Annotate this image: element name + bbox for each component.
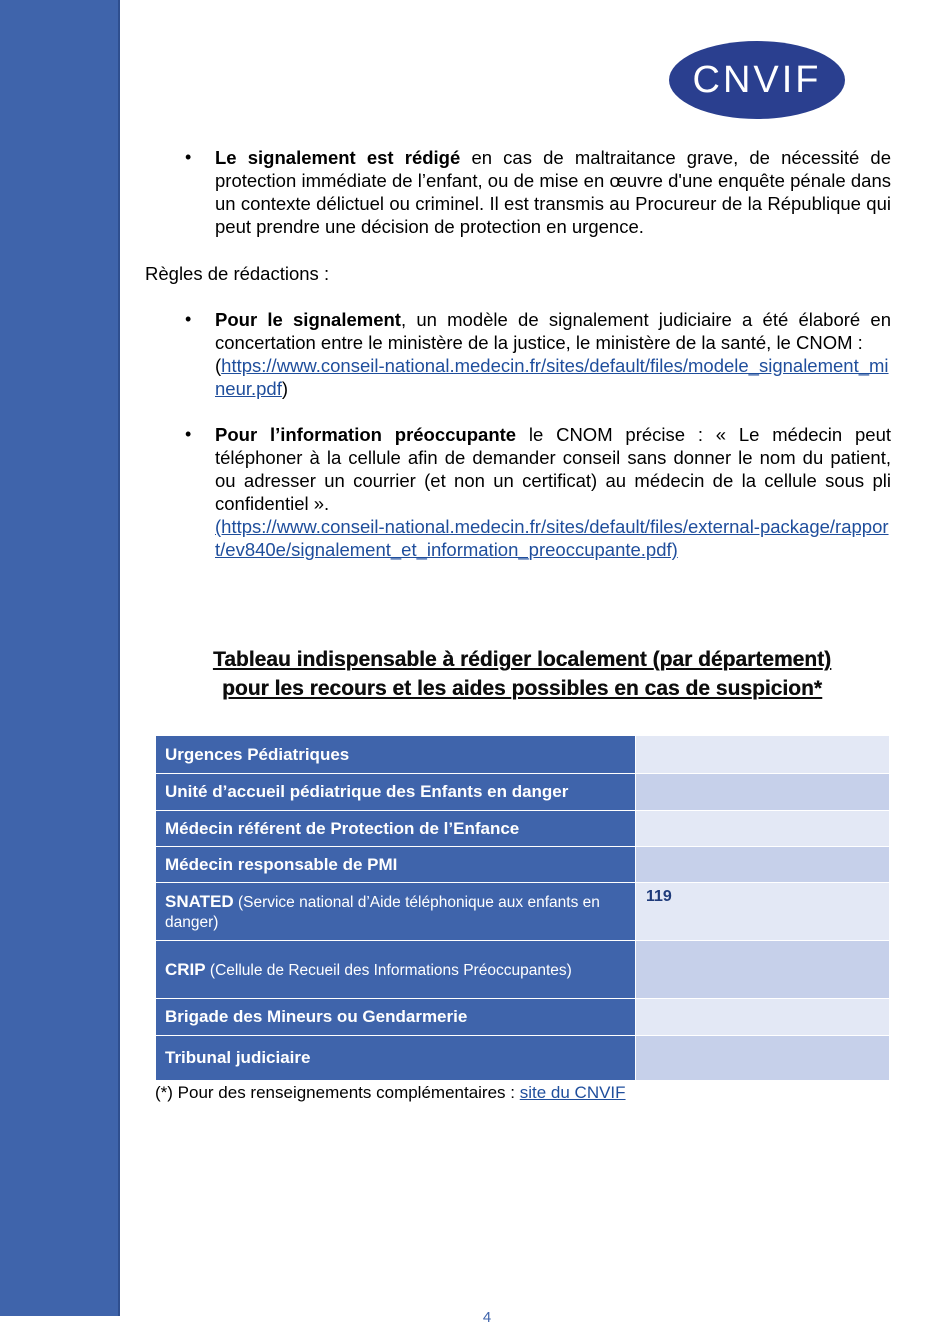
cnvif-logo (668, 40, 846, 120)
table-row (156, 774, 890, 811)
row-label: Tribunal judiciaire (156, 1036, 636, 1081)
bullet-text: , un modèle de signalement judiciaire a été élaboré en concertation entre le ministère de la justice, le ministère de la santé, le CNOM : (215, 309, 891, 353)
open-paren: ( (215, 355, 222, 376)
bullet-text: le CNOM précise : « Le médecin peut téléphoner à la cellule afin de demander conseil sans donner le nom du patient, ou adresser un courrier (et non un certificat) au médecin de la cellule sous pli confidentiel ». (215, 424, 891, 514)
table-row (156, 1036, 890, 1081)
row-value (636, 941, 890, 999)
bullet-bold: Le signalement est rédigé (215, 147, 461, 168)
row-value (636, 736, 890, 774)
row-label: Médecin responsable de PMI (156, 847, 636, 883)
bullet-bold: Pour l’information préoccupante (215, 424, 517, 445)
recours-table (155, 735, 890, 1081)
modele-signalement-link[interactable]: https://www.conseil-national.medecin.fr/sites/default/files/modele_signalement_mineur.pdf (215, 355, 889, 399)
bullet-dot: • (185, 309, 192, 329)
bullet-dot: • (185, 424, 192, 444)
bullet-list-2 (145, 308, 891, 561)
row-label: Unité d’accueil pédiatrique des Enfants en danger (156, 774, 636, 811)
row-value (636, 847, 890, 883)
table-row (156, 847, 890, 883)
footnote-text: (*) Pour des renseignements complémentaires : (155, 1083, 520, 1102)
rules-heading: Règles de rédactions : (145, 263, 330, 284)
left-sidebar-band (0, 0, 120, 1316)
close-paren: ) (281, 378, 289, 399)
information-preoccupante-link[interactable]: (https://www.conseil-national.medecin.fr/sites/default/files/external-package/rapport/ev840e/signalement_et_information_preoccupante.pdf) (215, 516, 889, 560)
page-number: 4 (482, 1309, 492, 1326)
table-row (156, 999, 890, 1036)
table-row (156, 941, 890, 999)
table-row (156, 883, 890, 941)
row-label: Urgences Pédiatriques (156, 736, 636, 774)
row-label: Médecin référent de Protection de l’Enfance (156, 811, 636, 847)
row-value (636, 774, 890, 811)
table-row (156, 811, 890, 847)
cnvif-site-link[interactable]: site du CNVIF (519, 1083, 626, 1102)
bullet-information-preoccupante (145, 423, 891, 561)
bullet-bold: Pour le signalement (215, 309, 401, 330)
row-label: Brigade des Mineurs ou Gendarmerie (156, 999, 636, 1036)
row-label: SNATED (Service national d’Aide téléphonique aux enfants en danger) (156, 883, 636, 941)
row-value (636, 811, 890, 847)
row-label: CRIP (Cellule de Recueil des Informations Préoccupantes) (156, 941, 636, 999)
bullet-list-1 (145, 146, 891, 238)
main-content (145, 146, 891, 561)
section-title-line1: Tableau indispensable à rédiger localement (par département) (212, 648, 832, 671)
bullet-pour-le-signalement (145, 308, 891, 400)
table-row (156, 736, 890, 774)
list-spacer (145, 400, 891, 423)
bullet-text: en cas de maltraitance grave, de nécessité de protection immédiate de l’enfant, ou de mise en œuvre d'une enquête pénale dans un contexte délictuel ou criminel. Il est transmis au Procureur de la République qui peut prendre une décision de protection en urgence. (215, 147, 891, 237)
logo-text: CNVIF (692, 59, 822, 101)
row-value (636, 999, 890, 1036)
footnote (155, 1082, 626, 1104)
row-value (636, 1036, 890, 1081)
bullet-signalement (145, 146, 891, 238)
section-title (155, 645, 889, 703)
bullet-dot: • (185, 147, 192, 167)
row-value-snated: 119 (636, 883, 890, 941)
section-title-line2: pour les recours et les aides possibles en cas de suspicion* (222, 677, 822, 700)
